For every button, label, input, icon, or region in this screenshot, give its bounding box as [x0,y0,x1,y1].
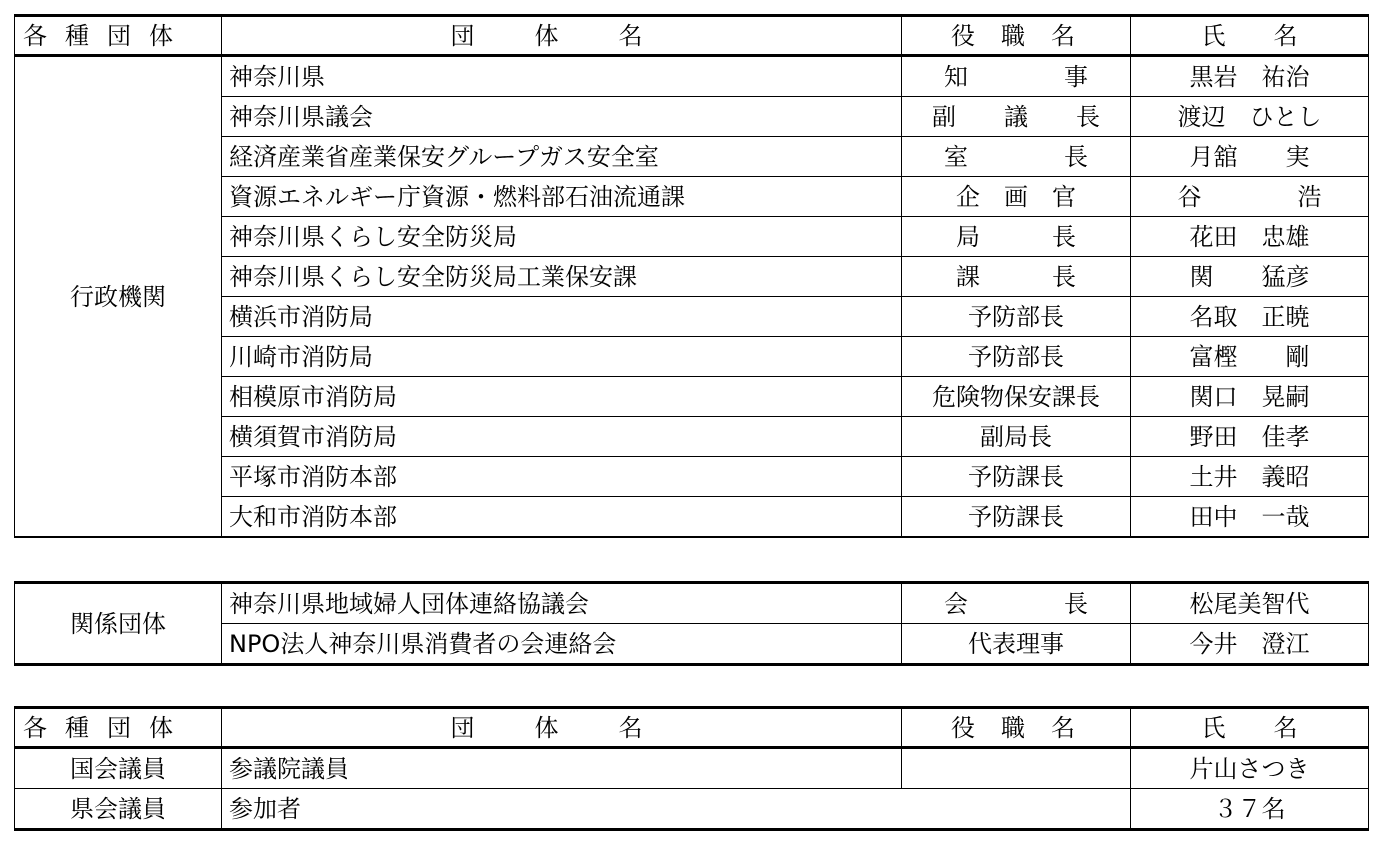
position-cell: 危険物保安課長 [902,377,1131,417]
table-row [15,748,1369,789]
org-cell: 資源エネルギー庁資源・燃料部石油流通課 [222,177,902,217]
header-category: 各種団体 [15,16,222,56]
header-row [15,16,1369,56]
name-cell: 関口 晃嗣 [1131,377,1369,417]
org-cell: 神奈川県地域婦人団体連絡協議会 [222,583,902,624]
org-cell: 横須賀市消防局 [222,417,902,457]
related-table [14,581,1369,666]
position-cell: 予防部長 [902,297,1131,337]
name-cell: 野田 佳孝 [1131,417,1369,457]
category-cell: 国会議員 [15,748,222,789]
org-cell: 神奈川県くらし安全防災局 [222,217,902,257]
name-cell: 黒岩 祐治 [1131,56,1369,97]
legislators-table [14,706,1369,831]
table-row [15,789,1369,830]
name-cell: 田中 一哉 [1131,497,1369,538]
category-cell: 関係団体 [15,583,222,665]
position-cell: 局 長 [902,217,1131,257]
org-cell: 大和市消防本部 [222,497,902,538]
position-cell: 課 長 [902,257,1131,297]
position-cell [902,748,1131,789]
position-cell: 会 長 [902,583,1131,624]
position-cell: 予防部長 [902,337,1131,377]
position-cell: 副 議 長 [902,97,1131,137]
table-row [15,56,1369,97]
position-cell: 企 画 官 [902,177,1131,217]
name-cell: 今井 澄江 [1131,624,1369,665]
name-cell: 関 猛彦 [1131,257,1369,297]
name-cell: 花田 忠雄 [1131,217,1369,257]
position-cell: 予防課長 [902,497,1131,538]
org-cell: NPO法人神奈川県消費者の会連絡会 [222,624,902,665]
header-name: 氏 名 [1131,708,1369,748]
name-cell: 富樫 剛 [1131,337,1369,377]
org-cell: 相模原市消防局 [222,377,902,417]
org-cell: 参議院議員 [222,748,902,789]
org-cell: 神奈川県くらし安全防災局工業保安課 [222,257,902,297]
count-cell: ３７名 [1131,789,1369,830]
org-cell: 平塚市消防本部 [222,457,902,497]
header-organization: 団体名 [222,708,902,748]
position-cell: 知 事 [902,56,1131,97]
header-position: 役職名 [902,16,1131,56]
org-cell: 参加者 [222,789,1131,830]
name-cell: 土井 義昭 [1131,457,1369,497]
category-cell: 行政機関 [15,56,222,538]
org-cell: 経済産業省産業保安グループガス安全室 [222,137,902,177]
org-cell: 神奈川県 [222,56,902,97]
header-name: 氏 名 [1131,16,1369,56]
org-cell: 神奈川県議会 [222,97,902,137]
position-cell: 室 長 [902,137,1131,177]
org-cell: 横浜市消防局 [222,297,902,337]
name-cell: 渡辺 ひとし [1131,97,1369,137]
admin-table [14,14,1369,538]
header-category: 各種団体 [15,708,222,748]
name-cell: 谷 浩 [1131,177,1369,217]
org-cell: 川崎市消防局 [222,337,902,377]
name-cell: 松尾美智代 [1131,583,1369,624]
header-position: 役職名 [902,708,1131,748]
header-organization: 団体名 [222,16,902,56]
name-cell: 名取 正暁 [1131,297,1369,337]
table-row [15,583,1369,624]
category-cell: 県会議員 [15,789,222,830]
name-cell: 片山さつき [1131,748,1369,789]
position-cell: 副局長 [902,417,1131,457]
header-row [15,708,1369,748]
name-cell: 月舘 実 [1131,137,1369,177]
position-cell: 予防課長 [902,457,1131,497]
position-cell: 代表理事 [902,624,1131,665]
